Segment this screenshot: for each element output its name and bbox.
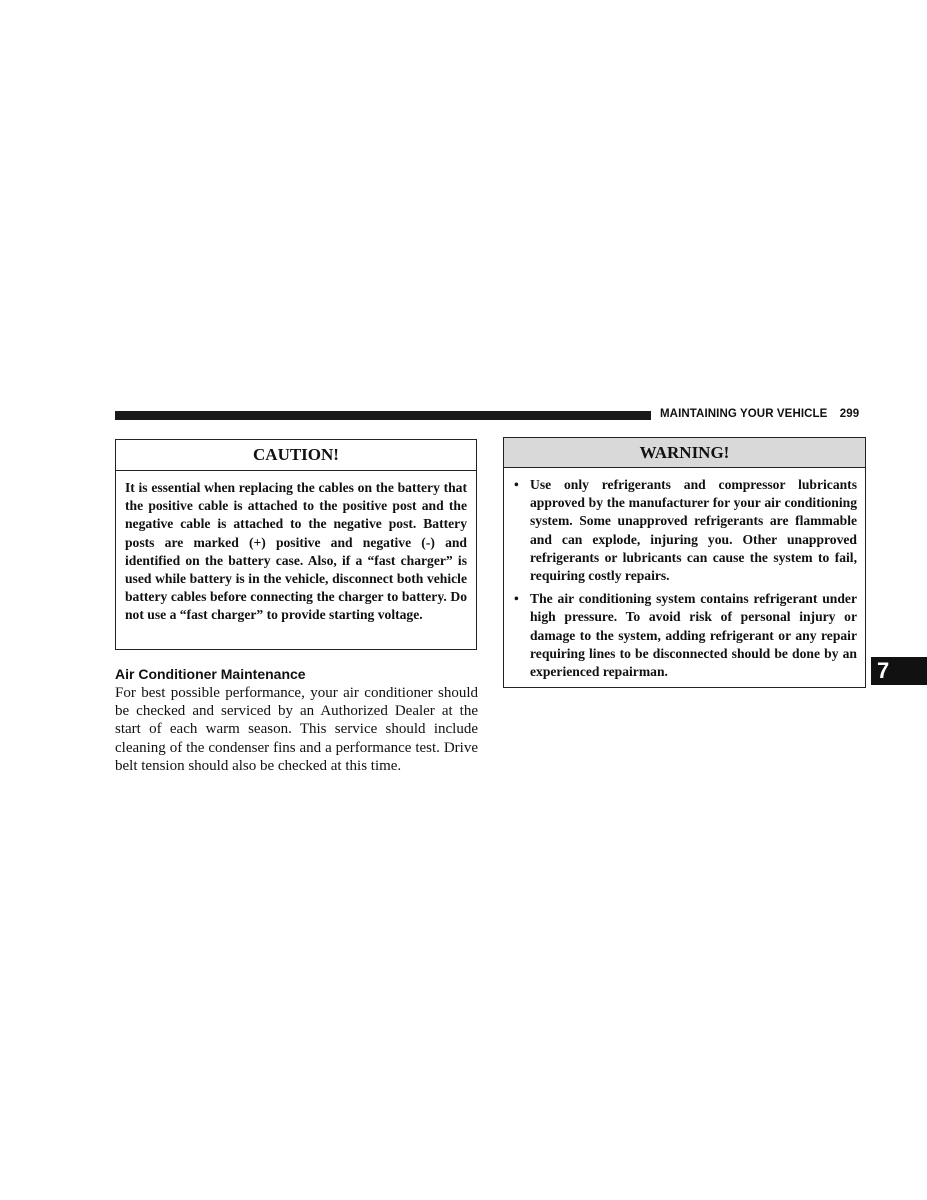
warning-item-text: The air conditioning system contains refrigerant under high pressure. To avoid risk of personal injury or damage to the system, adding refrigerant or any repair requiring lines to be disconnected should be done by an experienced repairman. <box>530 591 857 680</box>
warning-list <box>504 468 865 681</box>
section-heading: Air Conditioner Maintenance <box>115 666 306 682</box>
chapter-tab: 7 <box>871 657 927 685</box>
warning-item <box>512 476 857 585</box>
warning-title: WARNING! <box>504 438 865 468</box>
warning-item-text: Use only refrigerants and compressor lubricants approved by the manufacturer for your air conditioning system. Some unapproved refrigerants are flammable and can explode, injuring you. Other unapproved refrigerants or lubricants can cause the system to fail, requiring costly repairs. <box>530 477 857 584</box>
header-section-title: MAINTAINING YOUR VEHICLE <box>660 408 828 420</box>
bullet-icon: • <box>514 477 519 492</box>
section-body: For best possible performance, your air conditioner should be checked and serviced by an Authorized Dealer at the start of each warm season. This service should include cleaning of the condenser fins and a performance test. Drive belt tension should also be checked at this time. <box>115 685 478 774</box>
page-number: 299 <box>839 408 860 420</box>
caution-box <box>115 439 477 650</box>
warning-box <box>503 437 866 688</box>
caution-title: CAUTION! <box>116 440 476 471</box>
header-rule <box>115 411 651 420</box>
caution-text: It is essential when replacing the cables on the battery that the positive cable is attached to the positive post and the negative cable is attached to the negative post. Battery posts are marked (+) positive and negative (-) and identified on the battery case. Also, if a “fast charger” is used while battery is in the vehicle, disconnect both vehicle battery cables before connecting the charger to battery. Do not use a “fast charger” to provide starting voltage. <box>125 480 467 623</box>
bullet-icon: • <box>514 591 519 607</box>
running-header <box>660 408 870 420</box>
warning-item <box>512 590 857 681</box>
